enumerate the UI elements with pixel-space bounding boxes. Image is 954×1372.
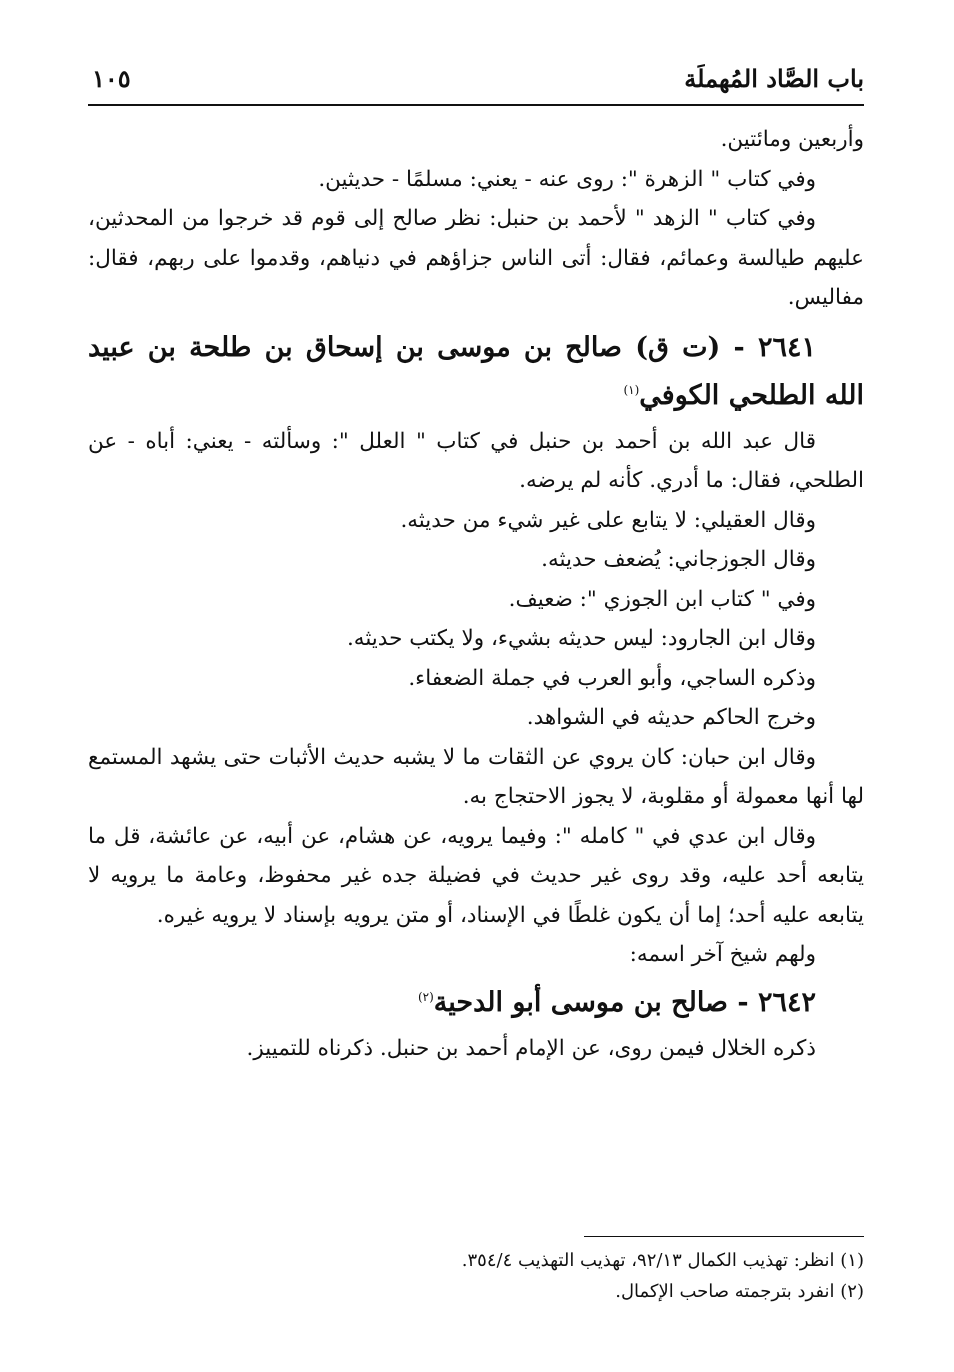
paragraph: وقال الجوزجاني: يُضعف حديثه.: [541, 547, 816, 572]
footnote-1: [88, 1245, 864, 1276]
paragraph: وأربعين ومائتين.: [720, 127, 864, 152]
page-number: ١٠٥: [92, 64, 131, 93]
paragraph: ولهم شيخ آخر اسمه:: [629, 942, 816, 967]
paragraph: وقال العقيلي: لا يتابع على غير شيء من حديثه.: [400, 507, 816, 533]
paragraph: وقال ابن عدي في " كامله ": وفيما يرويه، عن هشام، عن أبيه، عن عائشة، قل ما يتابعه أحد عليه، وقد روى غير حديث في فضيلة جده غير محفوظ، وعامة ما يرويه لا يتابعه عليه أحد؛ إما أن يكون غلطًا في الإسناد، أو متن يرويه بإسناد لا يرويه غيره.: [88, 823, 864, 928]
paragraph: وخرج الحاكم حديثه في الشواهد.: [526, 705, 816, 730]
paragraph: قال عبد الله بن أحمد بن حنبل في كتاب " العلل ": وسألته - يعني: أباه - عن الطلحي، فقال: ما أدري. كأنه لم يرضه.: [88, 428, 864, 493]
document-page: [88, 56, 864, 1356]
footnote-2: [88, 1276, 864, 1307]
page-header: [88, 56, 864, 106]
footnote-text: (٢) انفرد بترجمته صاحب الإكمال.: [615, 1281, 864, 1302]
entry-heading-2642: [88, 979, 864, 1027]
paragraph: وفي كتاب " الزهد " لأحمد بن حنبل: نظر صالح إلى قوم قد خرجوا من المحدثين، عليهم طيالسة وعمائم، فقال: أتى الناس جزاؤهم في دنياهم، وقدموا على ربهم، فقال: مفاليس.: [88, 206, 864, 310]
footnote-reference[interactable]: (٢): [417, 989, 434, 1004]
footnote-reference[interactable]: (١): [623, 382, 640, 397]
footnote-text: (١) انظر: تهذيب الكمال ٩٢/١٣، تهذيب التهذيب ٣٥٤/٤.: [461, 1250, 864, 1271]
entry-heading-2641: [88, 324, 864, 420]
paragraph: وقال ابن الجارود: ليس حديثه بشيء، ولا يكتب حديثه.: [346, 626, 816, 651]
running-title: باب الصَّاد المُهملَة: [684, 64, 864, 93]
paragraph: وفي كتاب " الزهرة ": روى عنه - يعني: مسلمًا - حديثين.: [318, 166, 816, 192]
page-body: [88, 120, 864, 1068]
paragraph: وذكره الساجي، وأبو العرب في جملة الضعفاء.: [408, 665, 816, 691]
paragraph: وقال ابن حبان: كان يروي عن الثقات ما لا يشبه حديث الأثبات حتى يشهد المستمع لها أنها معمولة أو مقلوبة، لا يجوز الاحتجاج به.: [88, 744, 864, 809]
entry-heading-text: ٢٦٤١ - (ت ق) صالح بن موسى بن إسحاق بن طلحة بن عبيد الله الطلحي الكوفي: [88, 331, 864, 411]
entry-heading-text: ٢٦٤٢ - صالح بن موسى أبو الدحية: [433, 986, 816, 1018]
footnotes-section: [88, 1236, 864, 1307]
paragraph: ذكره الخلال فيمن روى، عن الإمام أحمد بن حنبل. ذكرناه للتمييز.: [246, 1035, 816, 1061]
footnote-divider: [584, 1236, 864, 1237]
paragraph: وفي " كتاب ابن الجوزي ": ضعيف.: [508, 586, 816, 612]
